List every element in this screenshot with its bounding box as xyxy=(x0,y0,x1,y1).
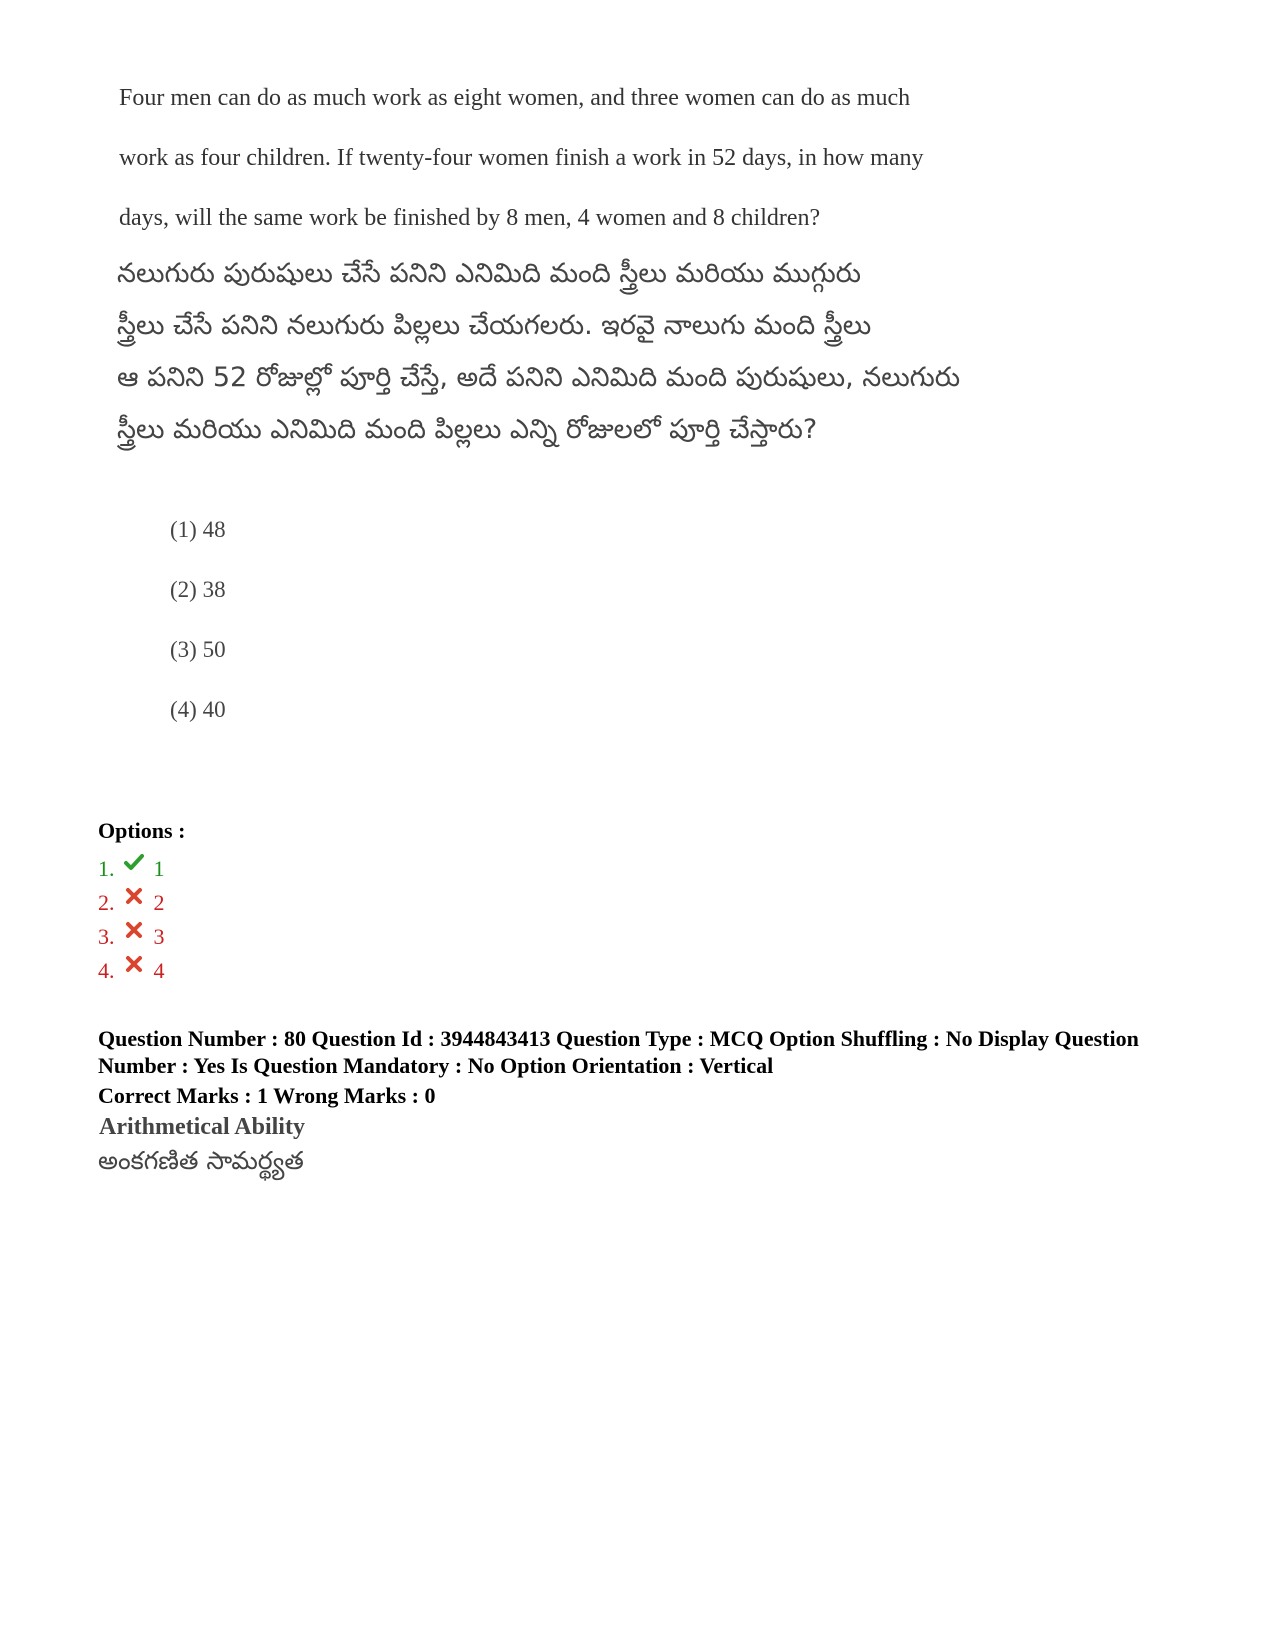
options-list xyxy=(98,852,165,988)
option-item xyxy=(98,852,165,886)
check-icon xyxy=(124,852,144,872)
cross-icon xyxy=(124,886,144,906)
option-number: 3. xyxy=(98,924,115,949)
option-number: 1. xyxy=(98,856,115,881)
question-text-english xyxy=(119,68,1019,248)
question-line-telugu: నలుగురు పురుషులు చేసే పనిని ఎనిమిది మంది స్త్రీలు మరియు ముగ్గురు xyxy=(117,258,862,289)
option-number: 4. xyxy=(98,958,115,983)
question-line-telugu: స్త్రీలు చేసే పనిని నలుగురు పిల్లలు చేయగలరు. ఇరవై నాలుగు మంది స్త్రీలు xyxy=(117,310,872,341)
answer-choices xyxy=(170,516,226,756)
metadata-line: Number : Yes Is Question Mandatory : No Option Orientation : Vertical xyxy=(98,1053,774,1078)
option-item xyxy=(98,886,165,920)
question-line: Four men can do as much work as eight women, and three women can do as much xyxy=(119,85,911,111)
option-item xyxy=(98,954,165,988)
question-line-telugu: ఆ పనిని 52 రోజుల్లో పూర్తి చేస్తే, అదే పనిని ఎనిమిది మంది పురుషులు, నలుగురు xyxy=(117,362,961,393)
option-value: 2 xyxy=(153,890,165,915)
section-title-english: Arithmetical Ability xyxy=(99,1114,305,1140)
question-line: work as four children. If twenty-four women finish a work in 52 days, in how many xyxy=(119,145,924,171)
marks-info: Correct Marks : 1 Wrong Marks : 0 xyxy=(98,1083,436,1108)
answer-choice: (1) 48 xyxy=(170,517,226,542)
answer-choice: (2) 38 xyxy=(170,577,226,602)
question-metadata xyxy=(98,1025,1208,1079)
option-item xyxy=(98,920,165,954)
cross-icon xyxy=(124,954,144,974)
question-text-telugu xyxy=(117,248,1017,456)
answer-choice: (3) 50 xyxy=(170,637,226,662)
question-line-telugu: స్త్రీలు మరియు ఎనిమిది మంది పిల్లలు ఎన్ని రోజులలో పూర్తి చేస్తారు? xyxy=(117,414,818,445)
options-heading: Options : xyxy=(98,818,186,843)
answer-choice: (4) 40 xyxy=(170,697,226,722)
metadata-line: Question Number : 80 Question Id : 3944843413 Question Type : MCQ Option Shuffling : No Display Question xyxy=(98,1026,1139,1051)
option-value: 3 xyxy=(153,924,165,949)
question-line: days, will the same work be finished by 8 men, 4 women and 8 children? xyxy=(119,205,821,231)
option-value: 1 xyxy=(153,856,165,881)
cross-icon xyxy=(124,920,144,940)
option-value: 4 xyxy=(153,958,165,983)
option-number: 2. xyxy=(98,890,115,915)
section-title-telugu: అంకగణిత సామర్థ్యత xyxy=(98,1146,304,1175)
